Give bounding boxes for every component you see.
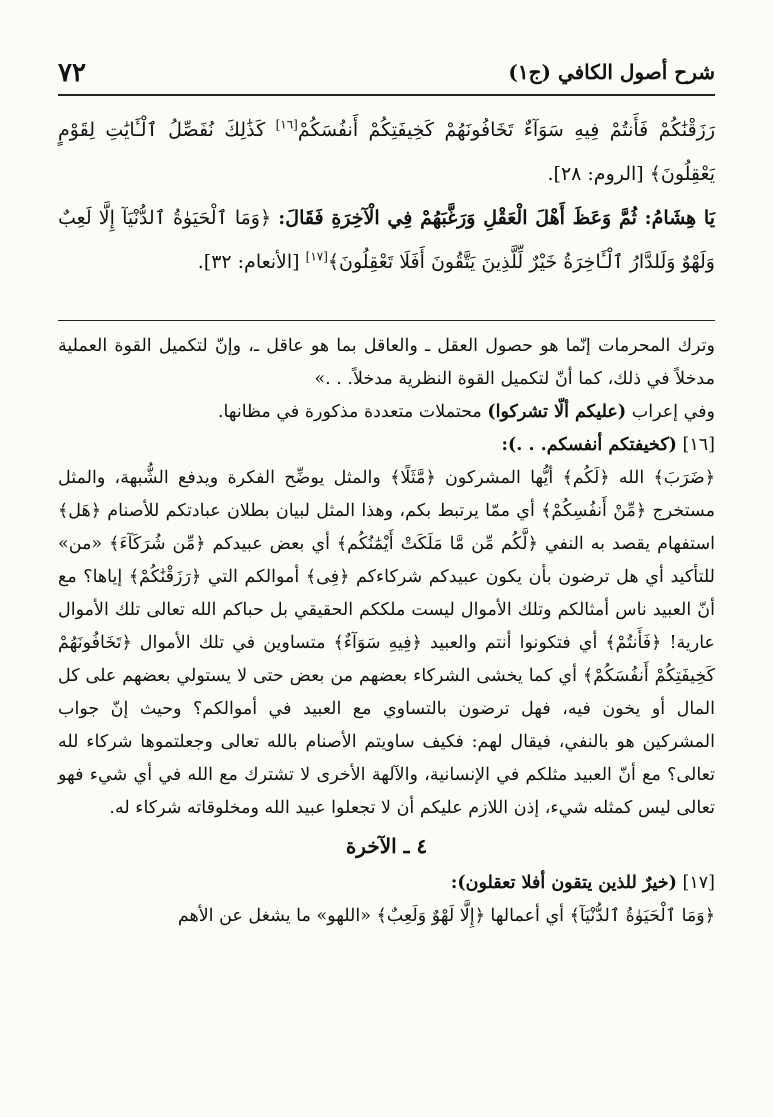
section-heading: ٤ ـ الآخرة: [345, 834, 428, 858]
note-irab: [58, 396, 715, 429]
note-continuation: وترك المحرمات إنّما هو حصول العقل ـ والعاقل بما هو عاقل ـ، وإنّ لتكميل القوة العملية مدخلاً في ذلك، كما أنّ لتكميل القوة النظرية مدخلاً. . .»: [58, 336, 715, 389]
page-number: ٧٢: [58, 58, 86, 88]
page-header: [58, 52, 715, 96]
quran-verse-anam: ﴿وَمَا ٱلْحَيَوٰةُ ٱلدُّنْيَآ إِلَّا لَعِبٌ وَلَهْوٌ وَلَلدَّارُ ٱلْـَٔاخِرَةُ خَيْرٌ لِّلَّذِينَ يَتَّقُونَ أَفَلَا تَعْقِلُونَ﴾: [58, 207, 715, 273]
note-irab-phrase: (عليكم ألّا تشركوا): [487, 402, 627, 422]
note-17-body: ﴿وَمَا ٱلْحَيَوٰةُ ٱلدُّنْيَآ﴾ أي أعمالها ﴿إِلَّا لَهْوٌ وَلَعِبٌ﴾ «اللهو» ما يشغل عن الأهم: [177, 906, 715, 926]
note-irab-a: وفي إعراب: [631, 402, 715, 422]
note-17-number: [١٧]: [682, 873, 715, 893]
verse-citation-rum: يَعْقِلُونَ﴾ [الروم: ٢٨].: [547, 163, 715, 185]
footnote-ref-16: [١٦]: [275, 117, 298, 132]
note-16-number: [١٦]: [682, 435, 715, 455]
verse-part-2: كَذَٰلِكَ نُفَصِّلُ ٱلْـَٔايَٰتِ لِقَوْمٍ: [58, 119, 266, 141]
note-16-title: (كخيفتكم أنفسكم. . .):: [501, 435, 677, 455]
note-17-title: (خيرٌ للذين يتقون أفلا تعقلون):: [450, 873, 677, 893]
note-16-body: ﴿ضَرَبَ﴾ الله ﴿لَكُم﴾ أيُّها المشركون ﴿مَّثَلًا﴾ والمثل يوضِّح الفكرة ويدفع الشُّبهة، والمثل مستخرج ﴿مِّنْ أَنفُسِكُمْ﴾ أي ممّا يرتبط بكم، وهذا المثل لبيان بطلان عبادتكم للأصنام ﴿هَل﴾ استفهام يقصد به النفي ﴿لَّكُم مِّن مَّا مَلَكَتْ أَيْمَٰنُكُم﴾ أي بعض عبيدكم ﴿مِّن شُرَكَآءَ﴾ «من» للتأكيد أي هل ترضون بأن يكون عبيدكم شركاءكم ﴿فِى﴾ أموالكم التي ﴿رَزَقْنَٰكُمْ﴾ إياها؟ مع أنّ العبيد ناس أمثالكم وتلك الأموال ليست ملككم الحقيقي بل حباكم الله تعالى تلك الأموال عارية! ﴿فَأَنتُمْ﴾ أي فتكونوا أنتم والعبيد ﴿فِيهِ سَوَآءٌ﴾ متساوين في تلك الأموال ﴿تَخَافُونَهُمْ كَخِيفَتِكُمْ أَنفُسَكُمْ﴾ أي كما يخشى الشركاء بعضهم من بعض حتى لا يستولي بعضهم على كل المال أو يخون فيه، فهل ترضون بالتساوي مع العبيد في أموالكم؟ وحيث إنّ جواب المشركين هو بالنفي، فيقال لهم: فكيف ساويتم الأصنام بالله تعالى وجعلتموها شركاء لله تعالى؟ مع أنّ العبيد مثلكم في الإنسانية، والآلهة الأخرى لا تشترك مع الله في أي شيء فهو تعالى ليس كمثله شيء، إذن اللازم عليكم أن لا تجعلوا عبيد الله ومخلوقاته شركاء له.: [58, 468, 715, 818]
verse-part-1: رَزَقْنَٰكُمْ فَأَنتُمْ فِيهِ سَوَآءٌ تَخَافُونَهُمْ كَخِيفَتِكُمْ أَنفُسَكُمْ: [297, 119, 716, 141]
note-17-heading: [58, 867, 715, 900]
hadith-intro: يَا هِشَامُ: ثُمَّ وَعَظَ أَهْلَ الْعَقْلِ وَرَغَّبَهُمْ فِي الْآخِرَةِ فَقَالَ:: [278, 207, 716, 229]
quran-verse-rum: [58, 108, 715, 196]
book-title: شرح أصول الكافي (ج١): [508, 60, 715, 84]
hadith-text: [58, 196, 715, 284]
verse-citation-anam: [الأنعام: ٣٢].: [197, 251, 300, 273]
note-irab-c: محتملات متعددة مذكورة في مظانها.: [217, 402, 482, 422]
note-16-heading: [58, 429, 715, 462]
footnote-ref-17: [١٧]: [305, 249, 328, 264]
footnotes: [58, 330, 715, 933]
footnote-separator: [58, 320, 715, 321]
main-text: [58, 108, 715, 284]
